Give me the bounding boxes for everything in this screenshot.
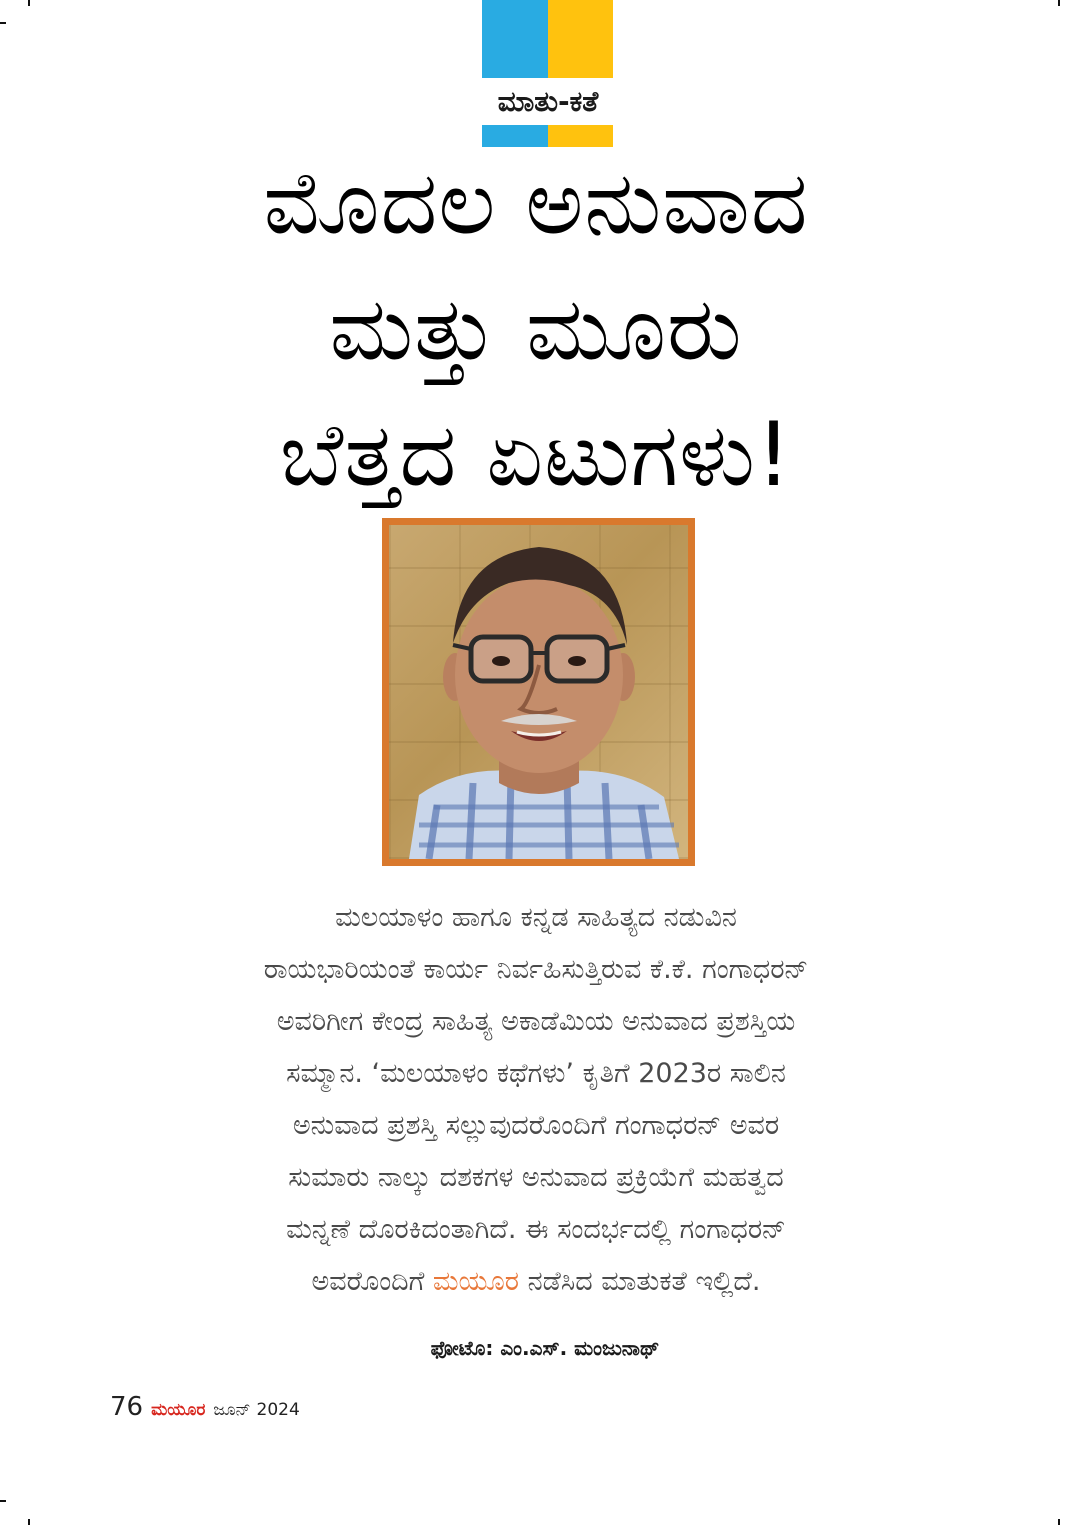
headline-line: ಮೊದಲ ಅನುವಾದ	[263, 151, 809, 254]
issue-year: 2024	[256, 1400, 300, 1420]
crop-mark-top-left	[28, 0, 30, 6]
crop-mark-left-lower	[0, 1500, 6, 1502]
portrait-illustration	[389, 525, 688, 859]
badge-yellow-block	[548, 0, 613, 78]
crop-mark-top-right	[1058, 0, 1060, 6]
issue-month: ಜೂನ್	[213, 1400, 251, 1420]
headline-line: ಬೆತ್ತದ ಏಟುಗಳು!	[279, 403, 793, 506]
section-badge-top	[482, 0, 613, 78]
intro-line: ಮಲಯಾಳಂ ಹಾಗೂ ಕನ್ನಡ ಸಾಹಿತ್ಯದ ನಡುವಿನ	[335, 902, 737, 933]
intro-paragraph	[150, 892, 922, 1308]
portrait-photo	[382, 518, 695, 866]
intro-line: ಅನುವಾದ ಪ್ರಶಸ್ತಿ ಸಲ್ಲುವುದರೊಂದಿಗೆ ಗಂಗಾಧರನ್ ಅವರ	[292, 1110, 780, 1141]
badge-blue-block	[482, 0, 548, 78]
page-number: 76	[110, 1392, 144, 1422]
section-label: ಮಾತು-ಕತೆ	[497, 85, 599, 118]
intro-line: ಅವರಿಗೀಗ ಕೇಂದ್ರ ಸಾಹಿತ್ಯ ಅಕಾಡೆಮಿಯ ಅನುವಾದ ಪ್ರಶಸ್ತಿಯ	[276, 1006, 796, 1037]
page-footer	[110, 1392, 300, 1426]
magazine-masthead: ಮಯೂರ	[151, 1400, 206, 1420]
crop-mark-bottom-left	[28, 1519, 30, 1525]
intro-line: ಸುಮಾರು ನಾಲ್ಕು ದಶಕಗಳ ಅನುವಾದ ಪ್ರಕ್ರಿಯೆಗೆ ಮಹತ್ವದ	[288, 1162, 784, 1193]
photo-credit: ಫೋಟೊ: ಎಂ.ಎಸ್. ಮಂಜುನಾಥ್	[430, 1336, 660, 1360]
intro-line: ಮನ್ನಣೆ ದೊರಕಿದಂತಾಗಿದೆ. ಈ ಸಂದರ್ಭದಲ್ಲಿ ಗಂಗಾಧರನ್	[286, 1214, 786, 1245]
crop-mark-bottom-right	[1058, 1519, 1060, 1525]
crop-mark-left-upper	[0, 22, 6, 24]
intro-text: ಅವರೊಂದಿಗೆ	[311, 1266, 433, 1297]
magazine-name-highlight: ಮಯೂರ	[432, 1266, 519, 1297]
intro-line: ರಾಯಭಾರಿಯಂತೆ ಕಾರ್ಯ ನಿರ್ವಹಿಸುತ್ತಿರುವ ಕೆ.ಕೆ. ಗಂಗಾಧರನ್	[263, 954, 809, 985]
headline-line: ಮತ್ತು ಮೂರು	[329, 277, 743, 380]
intro-line: ಸಮ್ಮಾನ. ‘ಮಲಯಾಳಂ ಕಥೆಗಳು’ ಕೃತಿಗೆ 2023ರ ಸಾಲಿನ	[286, 1058, 786, 1089]
headline	[110, 140, 962, 518]
intro-text: ನಡೆಸಿದ ಮಾತುಕತೆ ಇಲ್ಲಿದೆ.	[518, 1266, 761, 1297]
intro-line-last	[150, 1256, 922, 1308]
